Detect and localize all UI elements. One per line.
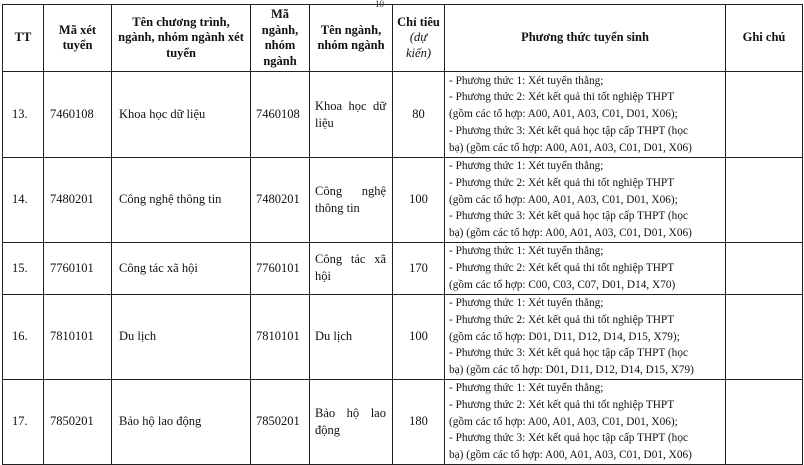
- row-phuong-thuc: [445, 294, 726, 379]
- row-ma-xet-tuyen: 7760101: [44, 242, 112, 294]
- row-ma-nganh: 7480201: [251, 158, 310, 243]
- row-phuong-thuc: [445, 242, 726, 294]
- method-line: - Phương thức 2: Xét kết quả thi tốt nghiệp THPT: [449, 91, 675, 104]
- row-ghi-chu: [726, 158, 803, 243]
- header-ten-chuong-trinh: Tên chương trình, ngành, nhóm ngành xét tuyển: [112, 5, 251, 72]
- row-chi-tieu: 180: [393, 379, 445, 464]
- method-line: bạ) (gồm các tổ hợp: A00, A01, A03, C01, D01, X06): [449, 227, 692, 240]
- row-ten-chuong-trinh: Công nghệ thông tin: [112, 158, 251, 243]
- header-tt: TT: [3, 5, 44, 72]
- method-line: bạ) (gồm các tổ hợp: D01, D11, D12, D14, D15, X79): [449, 364, 694, 377]
- row-ma-xet-tuyen: 7810101: [44, 294, 112, 379]
- row-chi-tieu: 170: [393, 242, 445, 294]
- method-line: - Phương thức 3: Xét kết quả học tập cấp THPT (học: [449, 432, 688, 445]
- row-ma-xet-tuyen: 7850201: [44, 379, 112, 464]
- row-ma-xet-tuyen: 7460108: [44, 72, 112, 158]
- row-phuong-thuc: [445, 158, 726, 243]
- header-chi-tieu-label: Chỉ tiêu: [397, 14, 440, 29]
- table-row: [3, 379, 803, 464]
- method-line: - Phương thức 3: Xét kết quả học tập cấp THPT (học: [449, 124, 688, 137]
- page-number: 10: [375, 0, 384, 9]
- row-ten-chuong-trinh: Khoa học dữ liệu: [112, 72, 251, 158]
- table-row: [3, 242, 803, 294]
- row-ten-chuong-trinh: Công tác xã hội: [112, 242, 251, 294]
- method-line: - Phương thức 1: Xét tuyển thẳng;: [449, 245, 604, 258]
- row-ghi-chu: [726, 379, 803, 464]
- row-ten-nganh: Công nghệ thông tin: [310, 158, 393, 243]
- method-line: (gồm các tổ hợp: A00, A01, A03, C01, D01, X06);: [449, 193, 678, 206]
- row-tt: 17.: [3, 379, 44, 464]
- method-line: - Phương thức 1: Xét tuyển thẳng;: [449, 74, 604, 87]
- row-ghi-chu: [726, 72, 803, 158]
- header-chi-tieu: [393, 5, 445, 72]
- method-line: (gồm các tổ hợp: C00, C03, C07, D01, D14, X70): [449, 278, 676, 291]
- method-line: - Phương thức 3: Xét kết quả học tập cấp THPT (học: [449, 347, 688, 360]
- row-ghi-chu: [726, 294, 803, 379]
- table-row: [3, 158, 803, 243]
- method-line: - Phương thức 1: Xét tuyển thẳng;: [449, 296, 604, 309]
- method-line: (gồm các tổ hợp: D01, D11, D12, D14, D15, X79);: [449, 330, 680, 343]
- row-ma-nganh: 7850201: [251, 379, 310, 464]
- row-ghi-chu: [726, 242, 803, 294]
- row-chi-tieu: 100: [393, 294, 445, 379]
- method-line: (gồm các tổ hợp: A00, A01, A03, C01, D01, X06);: [449, 108, 678, 121]
- row-ten-nganh: Du lịch: [310, 294, 393, 379]
- header-phuong-thuc: Phương thức tuyển sinh: [445, 5, 726, 72]
- row-chi-tieu: 80: [393, 72, 445, 158]
- row-phuong-thuc: [445, 72, 726, 158]
- table-header-row: [3, 5, 803, 72]
- method-line: - Phương thức 2: Xét kết quả thi tốt nghiệp THPT: [449, 398, 675, 411]
- row-tt: 15.: [3, 242, 44, 294]
- row-tt: 14.: [3, 158, 44, 243]
- admissions-table: [2, 4, 803, 465]
- header-ten-nganh: Tên ngành, nhóm ngành: [310, 5, 393, 72]
- table-row: [3, 294, 803, 379]
- row-phuong-thuc: [445, 379, 726, 464]
- row-chi-tieu: 100: [393, 158, 445, 243]
- method-line: - Phương thức 2: Xét kết quả thi tốt nghiệp THPT: [449, 176, 675, 189]
- row-ten-nganh: Bảo hộ lao động: [310, 379, 393, 464]
- row-ten-nganh: Khoa học dữ liệu: [310, 72, 393, 158]
- method-line: bạ) (gồm các tổ hợp: A00, A01, A03, C01, D01, X06): [449, 449, 692, 462]
- row-ten-chuong-trinh: Du lịch: [112, 294, 251, 379]
- header-ma-nganh: Mã ngành, nhóm ngành: [251, 5, 310, 72]
- row-ten-chuong-trinh: Bảo hộ lao động: [112, 379, 251, 464]
- row-tt: 13.: [3, 72, 44, 158]
- row-ten-nganh: Công tác xã hội: [310, 242, 393, 294]
- method-line: - Phương thức 1: Xét tuyển thẳng;: [449, 381, 604, 394]
- header-ghi-chu: Ghi chú: [726, 5, 803, 72]
- table-row: [3, 72, 803, 158]
- method-line: (gồm các tổ hợp: A00, A01, A03, C01, D01, X06);: [449, 415, 678, 428]
- method-line: bạ) (gồm các tổ hợp: A00, A01, A03, C01, D01, X06): [449, 141, 692, 154]
- row-ma-xet-tuyen: 7480201: [44, 158, 112, 243]
- row-ma-nganh: 7460108: [251, 72, 310, 158]
- method-line: - Phương thức 1: Xét tuyển thẳng;: [449, 160, 604, 172]
- method-line: - Phương thức 2: Xét kết quả thi tốt nghiệp THPT: [449, 313, 675, 326]
- method-line: - Phương thức 3: Xét kết quả học tập cấp THPT (học: [449, 210, 688, 223]
- header-chi-tieu-note: (dự kiến): [406, 30, 431, 60]
- row-ma-nganh: 7810101: [251, 294, 310, 379]
- row-tt: 16.: [3, 294, 44, 379]
- header-ma-xet-tuyen: Mã xét tuyển: [44, 5, 112, 72]
- row-ma-nganh: 7760101: [251, 242, 310, 294]
- method-line: - Phương thức 2: Xét kết quả thi tốt nghiệp THPT: [449, 262, 675, 275]
